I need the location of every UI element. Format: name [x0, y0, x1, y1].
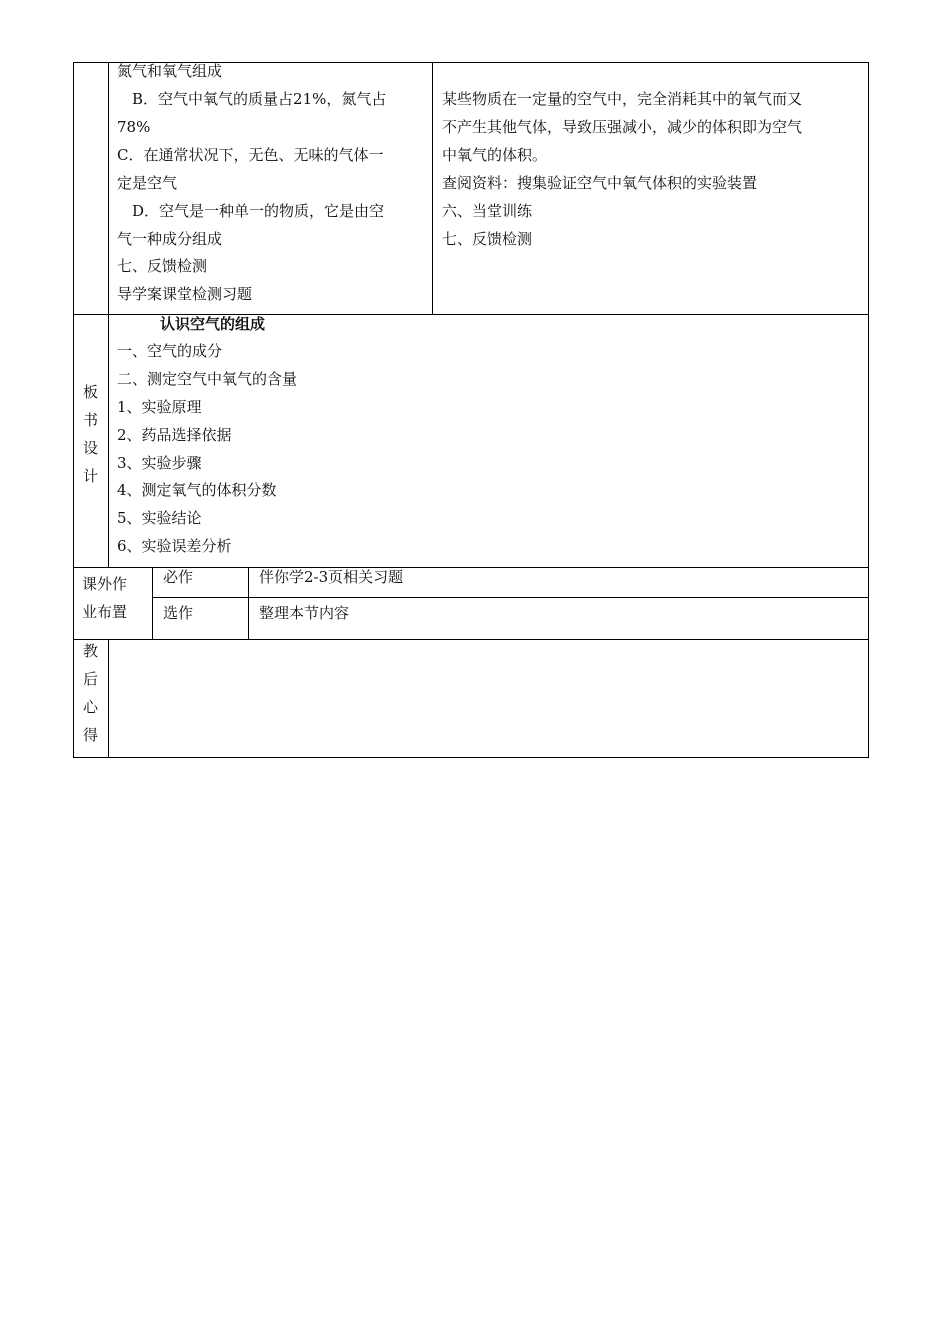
label-char: 后 [82, 670, 98, 688]
optional-label: 选作 [163, 604, 194, 622]
column-divider [152, 567, 153, 640]
board-title: 认识空气的组成 [160, 315, 266, 333]
outline-item: 2、药品选择依据 [117, 426, 232, 444]
outline-item: 6、实验误差分析 [117, 537, 232, 555]
label-char: 教 [82, 642, 98, 660]
text-line: C．在通常状况下，无色、无味的气体一 [117, 146, 384, 164]
label-char: 设 [82, 439, 98, 457]
label-char: 心 [82, 698, 98, 716]
outline-item: 一、空气的成分 [117, 342, 223, 360]
reflection-content [109, 640, 868, 757]
text-line: D．空气是一种单一的物质，它是由空 [117, 202, 385, 220]
outline-item: 1、实验原理 [117, 398, 202, 416]
text-line: B．空气中氧气的质量占21%，氮气占 [117, 90, 387, 108]
column-divider [248, 567, 249, 640]
column-divider [432, 62, 433, 315]
optional-content: 整理本节内容 [259, 604, 350, 622]
label-char: 书 [82, 411, 98, 429]
outline-item: 二、测定空气中氧气的含量 [117, 370, 298, 388]
outline-item: 4、测定氧气的体积分数 [117, 481, 277, 499]
text-line: 某些物质在一定量的空气中，完全消耗其中的氧气而又 [442, 90, 803, 108]
outline-item: 5、实验结论 [117, 509, 202, 527]
text-line: 七、反馈检测 [117, 257, 208, 275]
label-char: 计 [82, 467, 98, 485]
table-border-right [868, 62, 869, 758]
outline-item: 3、实验步骤 [117, 454, 202, 472]
label-char: 得 [82, 726, 98, 744]
text-line: 六、当堂训练 [442, 202, 533, 220]
text-line: 七、反馈检测 [442, 230, 533, 248]
required-label: 必作 [163, 568, 194, 586]
text-line: 定是空气 [117, 174, 178, 192]
text-line: 78% [117, 118, 151, 136]
label-line: 课外作 [82, 575, 128, 593]
row-divider [152, 597, 869, 598]
required-content: 伴你学2-3页相关习题 [259, 568, 404, 586]
text-line: 氮气和氧气组成 [117, 62, 223, 80]
text-line: 不产生其他气体，导致压强减小，减少的体积即为空气 [442, 118, 803, 136]
text-line: 导学案课堂检测习题 [117, 285, 253, 303]
label-char: 板 [82, 383, 98, 401]
column-divider [108, 62, 109, 568]
table-border-bottom [73, 757, 869, 758]
label-line: 业布置 [82, 603, 128, 621]
text-line: 中氧气的体积。 [442, 146, 548, 164]
text-line: 查阅资料：搜集验证空气中氧气体积的实验装置 [442, 174, 758, 192]
text-line: 气一种成分组成 [117, 230, 223, 248]
